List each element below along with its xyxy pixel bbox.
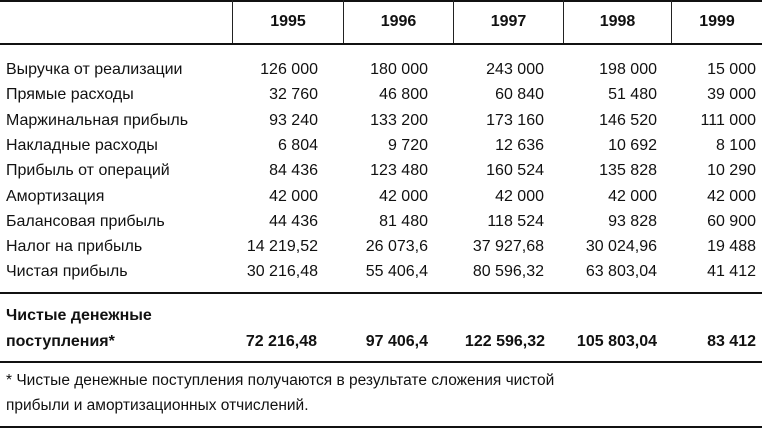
total-top-rule	[0, 292, 762, 294]
table-row	[0, 234, 762, 259]
table-cell: 60 840	[495, 86, 544, 104]
row-label: Накладные расходы	[6, 136, 158, 154]
table-cell: 39 000	[707, 86, 756, 104]
table-cell: 133 200	[370, 111, 428, 129]
table-cell: 42 000	[379, 187, 428, 205]
table-cell: 80 596,32	[472, 263, 544, 281]
table-cell: 198 000	[599, 61, 657, 78]
header-bottom-rule	[0, 43, 762, 45]
table-cell: 42 000	[269, 187, 318, 205]
table-cell: 93 240	[269, 111, 318, 129]
footnote-line: прибыли и амортизационных отчислений.	[6, 397, 309, 414]
table-cell: 41 412	[707, 263, 756, 281]
table-cell: 30 216,48	[246, 263, 318, 281]
table-cell: 10 692	[608, 136, 657, 154]
header-year: 1999	[699, 13, 735, 30]
total-cell: 83 412	[707, 333, 756, 350]
footnote-line: * Чистые денежные поступления получаются в результате сложения чистой	[6, 372, 555, 389]
table-row	[0, 209, 762, 234]
header-year: 1997	[490, 13, 527, 30]
total-cell: 72 216,48	[245, 333, 317, 350]
table-cell: 93 828	[608, 212, 657, 230]
table-row	[0, 57, 762, 82]
table-cell: 123 480	[370, 162, 428, 180]
table-cell: 160 524	[486, 162, 544, 180]
table-cell: 173 160	[486, 111, 544, 129]
total-cell: 122 596,32	[464, 333, 545, 350]
table-cell: 19 488	[707, 238, 756, 256]
table-cell: 10 290	[707, 162, 756, 180]
table-row	[0, 108, 762, 133]
table-cell: 42 000	[608, 187, 657, 205]
footnote	[6, 368, 746, 418]
total-row-label	[6, 303, 152, 355]
table-cell: 135 828	[599, 162, 657, 180]
table-cell: 46 800	[379, 86, 428, 104]
row-label: Прямые расходы	[6, 86, 134, 104]
table-row	[0, 82, 762, 107]
table-cell: 37 927,68	[472, 238, 544, 256]
table-cell: 8 100	[715, 136, 756, 154]
table-cell: 12 636	[495, 136, 544, 154]
header-year: 1995	[270, 13, 306, 30]
total-bottom-rule	[0, 361, 762, 363]
header-year: 1998	[599, 13, 636, 30]
row-label: Амортизация	[6, 187, 105, 205]
table-cell: 81 480	[379, 212, 428, 230]
table-cell: 180 000	[370, 61, 428, 78]
row-label: Маржинальная прибыль	[6, 111, 189, 129]
table-cell: 6 804	[277, 136, 318, 154]
row-label: Прибыль от операций	[6, 162, 170, 180]
table-cell: 243 000	[486, 61, 544, 78]
table-cell: 84 436	[269, 162, 318, 180]
row-label: Налог на прибыль	[6, 238, 143, 256]
table-cell: 51 480	[608, 86, 657, 104]
header-year: 1996	[380, 13, 417, 30]
row-label: Балансовая прибыль	[6, 212, 165, 230]
table-cell: 111 000	[700, 111, 756, 129]
total-cell: 105 803,04	[576, 333, 657, 350]
total-cell: 97 406,4	[365, 333, 428, 350]
table-cell: 63 803,04	[585, 263, 657, 281]
total-label-line1: Чистые денежные	[6, 307, 152, 324]
total-label-line2: поступления*	[6, 333, 115, 350]
row-label: Чистая прибыль	[6, 263, 128, 281]
row-label: Выручка от реализации	[6, 61, 183, 78]
table-cell: 15 000	[707, 61, 756, 78]
table-cell: 32 760	[269, 86, 318, 104]
table-cell: 60 900	[707, 212, 756, 230]
table-row	[0, 184, 762, 209]
table-end-rule	[0, 426, 762, 428]
table-row	[0, 158, 762, 183]
table-cell: 30 024,96	[585, 238, 657, 256]
table-cell: 42 000	[707, 187, 756, 205]
table-cell: 126 000	[260, 61, 318, 78]
table-cell: 14 219,52	[246, 238, 318, 256]
table-cell: 42 000	[495, 187, 544, 205]
table-cell: 118 524	[487, 212, 544, 230]
table-cell: 55 406,4	[365, 263, 428, 281]
table-cell: 44 436	[269, 212, 318, 230]
table-row	[0, 133, 762, 158]
table-cell: 9 720	[387, 136, 428, 154]
table-cell: 146 520	[599, 111, 657, 129]
table-row	[0, 259, 762, 284]
table-cell: 26 073,6	[365, 238, 428, 256]
